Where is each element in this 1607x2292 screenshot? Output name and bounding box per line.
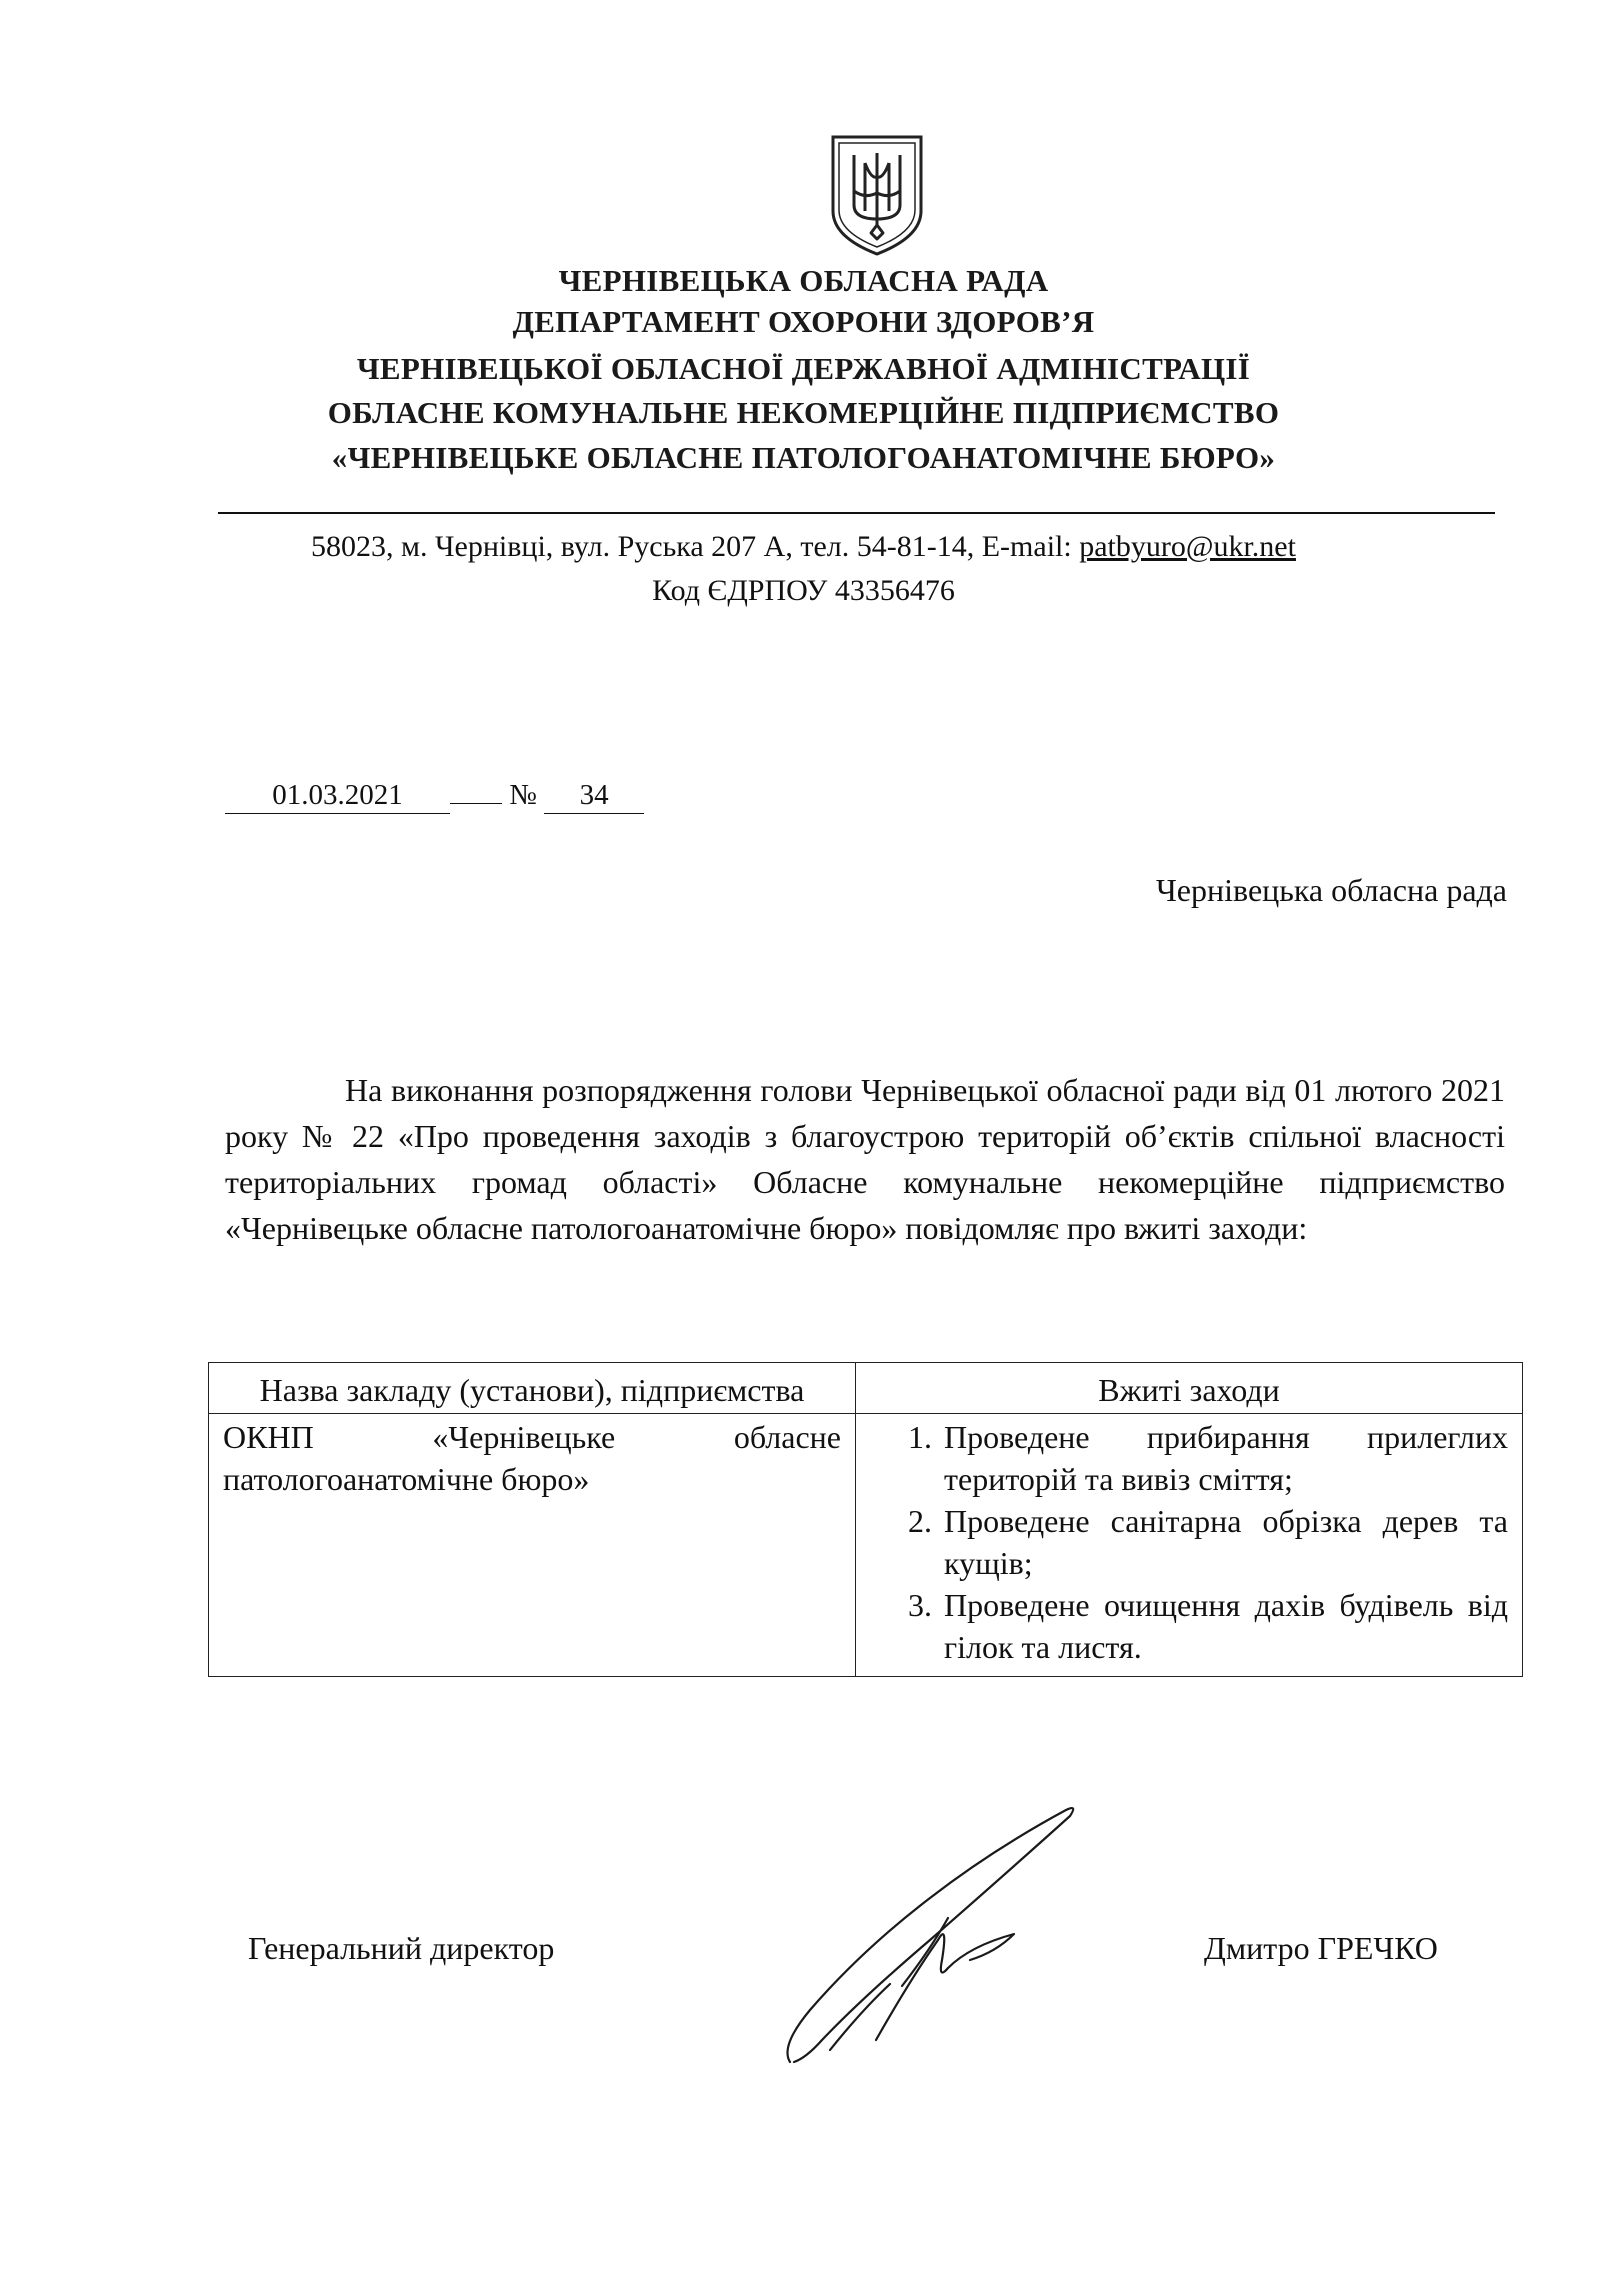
list-item bbox=[870, 1416, 1508, 1500]
letter-number: 34 bbox=[544, 777, 644, 814]
edrpou-code: Код ЄДРПОУ 43356476 bbox=[652, 574, 955, 607]
date-number-line bbox=[225, 775, 644, 815]
coat-of-arms-icon bbox=[827, 133, 927, 258]
table-header-row bbox=[209, 1363, 1523, 1414]
header-line-4: ОБЛАСНЕ КОМУНАЛЬНЕ НЕКОМЕРЦІЙНЕ ПІДПРИЄМСТВО bbox=[327, 395, 1280, 430]
header-divider bbox=[218, 512, 1495, 514]
signatory-title: Генеральний директор bbox=[248, 1930, 555, 1966]
signatory-name: Дмитро ГРЕЧКО bbox=[1204, 1930, 1438, 1966]
institution-name-line-2: патологоанатомічне бюро» bbox=[223, 1461, 590, 1497]
measure-number: 2. bbox=[908, 1503, 932, 1539]
measures-list bbox=[870, 1416, 1508, 1668]
address-text: 58023, м. Чернівці, вул. Руська 207 А, тел. 54-81-14, E-mail: bbox=[311, 530, 1080, 563]
body-paragraph bbox=[225, 1067, 1505, 1251]
list-item bbox=[870, 1584, 1508, 1668]
email-link[interactable]: patbyuro@ukr.net bbox=[1079, 530, 1296, 563]
measure-text: Проведене очищення дахів будівель від гілок та листя. bbox=[944, 1587, 1508, 1665]
addressee: Чернівецька обласна рада bbox=[1156, 872, 1507, 908]
date-blank bbox=[450, 803, 502, 804]
measures-table bbox=[208, 1362, 1523, 1677]
header-institution: Назва закладу (установи), підприємства bbox=[209, 1363, 856, 1414]
measure-text: Проведене санітарна обрізка дерев та кущів; bbox=[944, 1503, 1508, 1581]
body-text: На виконання розпорядження голови Чернівецької обласної ради від 01 лютого 2021 року № 22 «Про проведення заходів з благоустрою територій об’єктів спільної власності територіальних громад області» Обласне комунальне некомерційне підприємство «Чернівецьке обласне патологоанатомічне бюро» повідомляє про вжиті заходи: bbox=[225, 1072, 1505, 1246]
handwritten-signature-icon bbox=[770, 1800, 1100, 2070]
header-line-2: ДЕПАРТАМЕНТ ОХОРОНИ ЗДОРОВ’Я bbox=[512, 304, 1095, 339]
letter-date: 01.03.2021 bbox=[225, 777, 450, 814]
measure-text: Проведене прибирання прилеглих територій та вивіз сміття; bbox=[944, 1419, 1508, 1497]
number-sign: № bbox=[509, 779, 537, 811]
institution-name-line-1: ОКНП «Чернівецьке обласне bbox=[223, 1419, 841, 1455]
measures-cell bbox=[856, 1414, 1523, 1677]
list-item bbox=[870, 1500, 1508, 1584]
institution-cell bbox=[209, 1414, 856, 1677]
header-line-5: «ЧЕРНІВЕЦЬКЕ ОБЛАСНЕ ПАТОЛОГОАНАТОМІЧНЕ БЮРО» bbox=[331, 440, 1276, 475]
address-line bbox=[0, 527, 1607, 567]
measure-number: 1. bbox=[908, 1419, 932, 1455]
header-measures: Вжиті заходи bbox=[856, 1363, 1523, 1414]
header-line-3: ЧЕРНІВЕЦЬКОЇ ОБЛАСНОЇ ДЕРЖАВНОЇ АДМІНІСТРАЦІЇ bbox=[356, 351, 1251, 386]
header-line-1: ЧЕРНІВЕЦЬКА ОБЛАСНА РАДА bbox=[558, 263, 1049, 298]
measure-number: 3. bbox=[908, 1587, 932, 1623]
table-row bbox=[209, 1414, 1523, 1677]
